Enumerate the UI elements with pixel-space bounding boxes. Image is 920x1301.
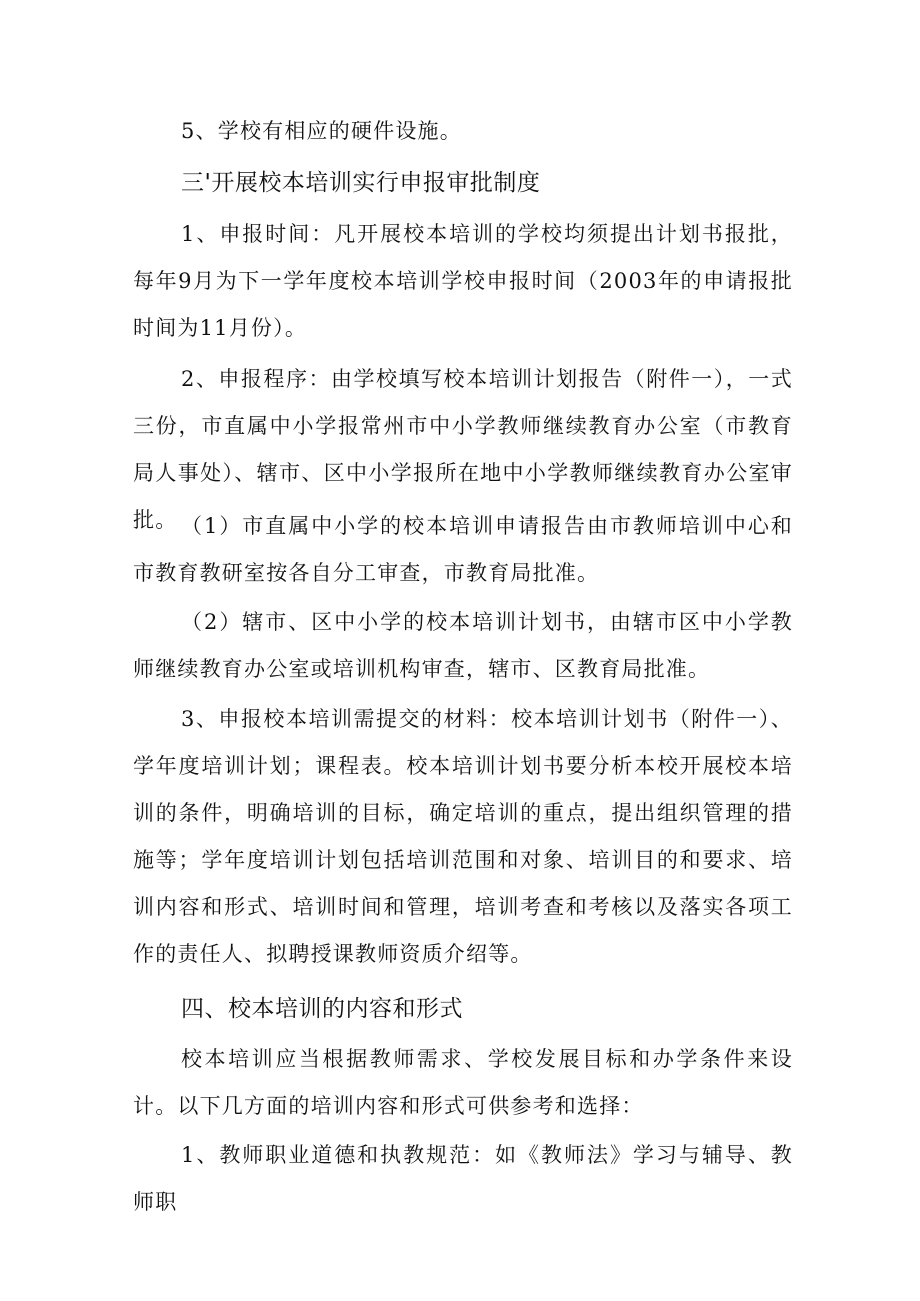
section-heading-content-forms: 四、校本培训的内容和形式 [181, 996, 463, 1022]
paragraph-sub-item-1: （1）市直属中小学的校本培训申请报告由市教师培训中心和市教育教研室按各自分工审查，市教育局批准。 [133, 514, 793, 585]
paragraph-required-materials: 3、申报校本培训需提交的材料：校本培训计划书（附件一）、学年度培训计划；课程表。校本培训计划书要分析本校开展校本培训的条件，明确培训的目标，确定培训的重点，提出组织管理的措施等；学年度培训计划包括培训范围和对象、培训目的和要求、培训内容和形式、培训时间和管理，培训考查和考核以及落实各项工作的责任人、拟聘授课教师资质介绍等。 [133, 707, 793, 966]
paragraph-content-intro: 校本培训应当根据教师需求、学校发展目标和办学条件来设计。以下几方面的培训内容和形式可供参考和选择： [133, 1047, 793, 1118]
paragraph-application-procedure: 2、申报程序：由学校填写校本培训计划报告（附件一），一式三份，市直属中小学报常州市中小学教师继续教育办公室（市教育局人事处）、辖市、区中小学报所在地中小学教师继续教育办公室审批。 [133, 367, 793, 532]
list-item-hardware: 5、学校有相应的硬件设施。 [181, 119, 462, 143]
paragraph-application-time: 1、申报时间：凡开展校本培训的学校均须提出计划书报批，每年9月为下一学年度校本培训学校申报时间（2003年的申请报批时间为11月份）。 [133, 222, 793, 340]
paragraph-sub-item-2: （2）辖市、区中小学的校本培训计划书，由辖市区中小学教师继续教育办公室或培训机构审查，辖市、区教育局批准。 [133, 610, 793, 681]
section-heading-approval: 三'开展校本培训实行申报审批制度 [181, 170, 541, 196]
paragraph-ethics-item: 1、教师职业道德和执教规范：如《教师法》学习与辅导、教师职 [133, 1143, 793, 1214]
